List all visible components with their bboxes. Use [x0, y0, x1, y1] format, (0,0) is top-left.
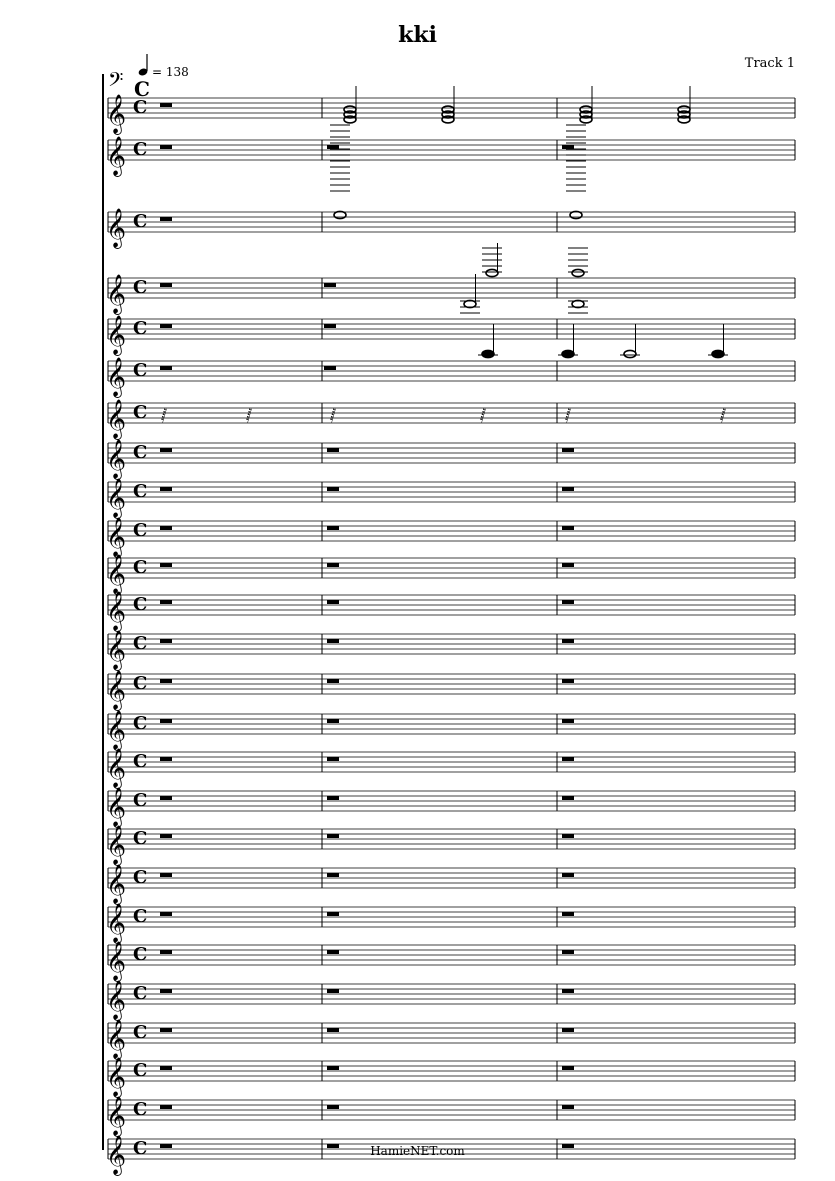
time-signature: C	[133, 277, 148, 298]
treble-clef-icon: 𝄞	[106, 315, 127, 355]
staff-2	[106, 86, 795, 135]
time-signature: C	[133, 1022, 148, 1043]
whole-rest	[327, 679, 339, 683]
small-rest: 𝅂	[161, 409, 167, 424]
time-signature: C	[133, 402, 148, 423]
whole-rest	[562, 1105, 574, 1109]
treble-clef-icon: 𝄞	[106, 478, 127, 518]
whole-rest	[327, 448, 339, 452]
time-signature: C	[133, 906, 148, 927]
whole-rest	[324, 324, 336, 328]
staff-25	[106, 1057, 795, 1098]
staff-24	[106, 1019, 795, 1060]
note-head	[562, 350, 574, 357]
staff-5	[106, 243, 795, 315]
small-rest: 𝅂	[720, 409, 726, 424]
time-signature: C	[133, 211, 148, 232]
whole-rest	[327, 834, 339, 838]
whole-rest	[327, 526, 339, 530]
staff-12	[106, 554, 795, 595]
time-signature: C	[133, 520, 148, 541]
whole-rest	[562, 639, 574, 643]
treble-clef-icon: 𝄞	[106, 670, 127, 710]
note-head	[712, 350, 724, 357]
time-signature: C	[133, 983, 148, 1004]
time-signature: C	[133, 751, 148, 772]
staff-18	[106, 787, 795, 828]
whole-rest	[160, 873, 172, 877]
whole-rest	[562, 950, 574, 954]
staff-16	[106, 710, 795, 751]
whole-rest	[324, 283, 336, 287]
whole-rest	[327, 873, 339, 877]
whole-rest	[327, 796, 339, 800]
staff-3	[106, 136, 795, 177]
treble-clef-icon: 𝄞	[106, 748, 127, 788]
time-signature: C	[133, 867, 148, 888]
time-signature: C	[133, 790, 148, 811]
whole-rest	[324, 366, 336, 370]
time-signature: C	[133, 1060, 148, 1081]
whole-rest	[562, 912, 574, 916]
treble-clef-icon: 𝄞	[106, 630, 127, 670]
whole-rest	[160, 563, 172, 567]
whole-rest	[327, 639, 339, 643]
treble-clef-icon: 𝄞	[106, 825, 127, 865]
treble-clef-icon: 𝄞	[106, 439, 127, 479]
whole-rest	[327, 1028, 339, 1032]
treble-clef-icon: 𝄞	[106, 208, 127, 248]
staff-9	[106, 439, 795, 480]
whole-rest	[160, 487, 172, 491]
staff-17	[106, 748, 795, 789]
track-label: Track 1	[744, 56, 795, 71]
treble-clef-icon: 𝄞	[106, 980, 127, 1020]
staff-20	[106, 864, 795, 905]
whole-rest	[327, 757, 339, 761]
whole-rest	[160, 912, 172, 916]
whole-rest	[160, 217, 172, 221]
tempo-marking	[138, 54, 189, 79]
time-signature: C	[133, 673, 148, 694]
staff-11	[106, 517, 795, 558]
time-signature: C	[133, 713, 148, 734]
whole-rest	[160, 526, 172, 530]
whole-rest	[160, 1105, 172, 1109]
time-signature: C	[133, 828, 148, 849]
staff-21	[106, 903, 795, 944]
time-signature: C	[133, 360, 148, 381]
whole-rest	[562, 873, 574, 877]
small-rest: 𝅂	[565, 409, 571, 424]
treble-clef-icon: 𝄞	[106, 1019, 127, 1059]
staff-10	[106, 478, 795, 519]
whole-rest	[327, 145, 339, 149]
whole-rest	[160, 679, 172, 683]
treble-clef-icon: 𝄞	[106, 941, 127, 981]
staff-4	[106, 125, 795, 249]
whole-rest	[562, 719, 574, 723]
treble-clef-icon: 𝄞	[106, 274, 127, 314]
whole-rest	[562, 1066, 574, 1070]
staff-23	[106, 980, 795, 1021]
staff-7	[106, 324, 795, 398]
staff-8	[106, 399, 795, 440]
note-head	[624, 350, 636, 357]
note-head	[482, 350, 494, 357]
whole-rest	[160, 283, 172, 287]
treble-clef-icon: 𝄞	[106, 1135, 127, 1175]
whole-rest	[160, 989, 172, 993]
whole-rest	[562, 679, 574, 683]
whole-rest	[160, 324, 172, 328]
treble-clef-icon: 𝄞	[106, 136, 127, 176]
whole-rest	[327, 989, 339, 993]
whole-rest	[160, 796, 172, 800]
treble-clef-icon: 𝄞	[106, 517, 127, 557]
whole-rest	[562, 526, 574, 530]
whole-rest	[160, 950, 172, 954]
treble-clef-icon: 𝄞	[106, 864, 127, 904]
whole-rest	[327, 563, 339, 567]
whole-rest	[160, 834, 172, 838]
footer-credit: HamieNET.com	[370, 1144, 465, 1158]
whole-rest	[327, 719, 339, 723]
time-signature: C	[133, 442, 148, 463]
whole-rest	[327, 1066, 339, 1070]
treble-clef-icon: 𝄞	[106, 399, 127, 439]
treble-clef-icon: 𝄞	[106, 787, 127, 827]
small-rest: 𝅂	[480, 409, 486, 424]
time-signature: C	[133, 1138, 148, 1159]
whole-rest	[562, 448, 574, 452]
time-signature: C	[133, 481, 148, 502]
whole-rest	[160, 448, 172, 452]
treble-clef-icon: 𝄞	[106, 591, 127, 631]
whole-rest	[160, 757, 172, 761]
whole-rest	[160, 103, 172, 107]
staff-14	[106, 630, 795, 671]
whole-rest	[562, 796, 574, 800]
note-head	[486, 269, 498, 276]
whole-rest	[562, 563, 574, 567]
whole-rest	[160, 639, 172, 643]
whole-rest	[562, 834, 574, 838]
staff-26	[106, 1096, 795, 1137]
time-signature: C	[133, 139, 148, 160]
staff-19	[106, 825, 795, 866]
time-signature: C	[134, 77, 150, 101]
staff-15	[106, 670, 795, 711]
whole-rest	[160, 600, 172, 604]
time-signature: C	[133, 633, 148, 654]
whole-rest	[160, 366, 172, 370]
treble-clef-icon: 𝄞	[106, 94, 127, 134]
staff-13	[106, 591, 795, 632]
whole-rest	[160, 1028, 172, 1032]
whole-rest	[562, 757, 574, 761]
whole-rest	[327, 912, 339, 916]
time-signature: C	[133, 97, 148, 118]
bass-clef-icon: 𝄢	[108, 68, 124, 96]
whole-rest	[327, 600, 339, 604]
treble-clef-icon: 𝄞	[106, 357, 127, 397]
staff-6	[106, 274, 795, 356]
whole-rest	[562, 145, 574, 149]
treble-clef-icon: 𝄞	[106, 903, 127, 943]
small-rest: 𝅂	[246, 409, 252, 424]
whole-rest	[562, 487, 574, 491]
time-signature: C	[133, 594, 148, 615]
whole-rest	[160, 1066, 172, 1070]
tempo-bpm: = 138	[152, 65, 189, 79]
whole-rest	[327, 950, 339, 954]
score-title: kki	[398, 22, 437, 48]
whole-rest	[327, 487, 339, 491]
time-signature: C	[133, 318, 148, 339]
whole-rest	[327, 1105, 339, 1109]
treble-clef-icon: 𝄞	[106, 710, 127, 750]
small-rest: 𝅂	[330, 409, 336, 424]
note-head	[570, 211, 582, 218]
treble-clef-icon: 𝄞	[106, 554, 127, 594]
note-head	[572, 269, 584, 276]
time-signature: C	[133, 1099, 148, 1120]
whole-rest	[160, 145, 172, 149]
staff-22	[106, 941, 795, 982]
treble-clef-icon: 𝄞	[106, 1096, 127, 1136]
time-signature: C	[133, 557, 148, 578]
whole-rest	[160, 719, 172, 723]
whole-rest	[562, 989, 574, 993]
whole-rest	[562, 600, 574, 604]
time-signature: C	[133, 944, 148, 965]
whole-rest	[562, 1028, 574, 1032]
note-head	[334, 211, 346, 218]
treble-clef-icon: 𝄞	[106, 1057, 127, 1097]
